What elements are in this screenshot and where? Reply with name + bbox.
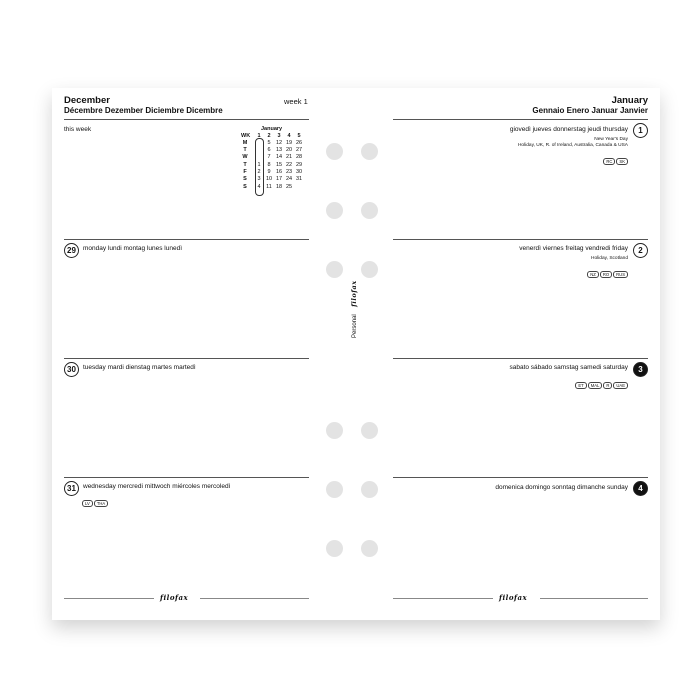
left-day-rule-30	[64, 358, 309, 359]
mini-calendar-date: 16	[275, 169, 283, 175]
spine-label	[343, 258, 358, 338]
mini-calendar-date: 2	[257, 169, 261, 175]
right-footer-logo: filofax	[499, 593, 528, 602]
mini-calendar-date: 4	[257, 183, 261, 190]
right-month-translations: Gennaio Enero Januar Janvier	[532, 106, 648, 115]
left-day-rule-31	[64, 477, 309, 478]
left-footer-rule-a	[64, 598, 154, 599]
right-header-rule	[393, 119, 648, 120]
mini-calendar-date: 6	[267, 147, 271, 154]
day-name-30: tuesday mardi dienstag martes martedì	[83, 364, 196, 371]
day-name-29: monday lundi montag lunes lunedì	[83, 245, 183, 252]
mini-calendar-date: 12	[275, 139, 283, 146]
country-badge: THA	[94, 500, 108, 507]
mini-calendar-row-label: S	[243, 183, 247, 190]
mini-calendar-date: 11	[266, 183, 272, 190]
punch-hole	[361, 422, 378, 439]
right-day-rule-2	[393, 239, 648, 240]
holiday-note: New Year's Day	[594, 137, 628, 142]
day-number-3: 3	[633, 362, 648, 377]
punch-hole	[326, 481, 343, 498]
mini-calendar-date: 20	[285, 147, 293, 154]
day-number-29: 29	[64, 243, 79, 258]
mini-calendar-week-highlight	[255, 138, 264, 196]
mini-calendar-date: 23	[285, 169, 293, 175]
day-3-country-badges	[574, 374, 628, 392]
mini-calendar-row-label: M	[242, 139, 248, 146]
country-badge: ET	[575, 382, 586, 389]
punch-hole	[326, 261, 343, 278]
mini-calendar-date: 3	[257, 176, 261, 183]
country-badge: SK	[616, 158, 628, 165]
mini-calendar-date: 15	[275, 161, 283, 168]
mini-calendar	[241, 126, 311, 201]
country-badge: RUS	[613, 271, 628, 278]
holiday-note: Holiday, UK, R. of Ireland, Australia, Canada & USA	[517, 143, 628, 148]
day-number-2: 2	[633, 243, 648, 258]
punch-hole	[326, 202, 343, 219]
mini-calendar-row-label: W	[242, 154, 248, 161]
mini-calendar-week-number: 5	[297, 132, 301, 139]
mini-calendar-date: 8	[267, 161, 271, 168]
mini-calendar-date: 25	[285, 183, 293, 190]
country-badge: RO	[600, 271, 612, 278]
country-badge: NZ	[587, 271, 599, 278]
punch-hole	[361, 202, 378, 219]
left-month-translations: Décembre Dezember Diciembre Dicembre	[64, 106, 223, 115]
punch-hole	[326, 143, 343, 160]
mini-calendar-date: 29	[295, 161, 303, 168]
mini-calendar-week-number: 3	[277, 132, 281, 139]
spine-personal: Personal	[352, 314, 358, 338]
punch-hole	[361, 143, 378, 160]
right-footer-rule-a	[393, 598, 493, 599]
left-day-rule-29	[64, 239, 309, 240]
diary-sheet	[52, 88, 660, 620]
mini-calendar-date: 1	[257, 161, 261, 168]
country-badge: MAL	[588, 382, 603, 389]
mini-calendar-row-label: S	[243, 176, 247, 183]
right-day-rule-4	[393, 477, 648, 478]
country-badge: RC	[603, 158, 615, 165]
punch-hole	[326, 540, 343, 557]
left-footer-rule-b	[200, 598, 309, 599]
this-week-label: this week	[64, 126, 92, 133]
mini-calendar-date: 7	[267, 154, 271, 161]
country-badge: R	[603, 382, 612, 389]
mini-calendar-title: January	[261, 126, 283, 132]
day-2-country-badges	[586, 263, 628, 281]
left-footer-logo: filofax	[160, 593, 189, 602]
mini-calendar-date: 14	[275, 154, 283, 161]
country-badge: LV	[82, 500, 93, 507]
mini-calendar-date: 31	[295, 176, 303, 183]
mini-calendar-date: 24	[285, 176, 293, 183]
day-1-country-badges	[602, 150, 628, 168]
mini-calendar-week-number: 2	[267, 132, 271, 139]
mini-calendar-date: 21	[285, 154, 293, 161]
mini-calendar-row-label: T	[243, 147, 247, 154]
week-label: week 1	[284, 97, 308, 106]
mini-calendar-date: 17	[275, 176, 283, 183]
country-badge: UAE	[613, 382, 628, 389]
day-number-30: 30	[64, 362, 79, 377]
day-name-31: wednesday mercredi mittwoch miércoles mercoledì	[83, 483, 231, 490]
mini-calendar-date: 27	[295, 147, 303, 154]
day-number-4: 4	[633, 481, 648, 496]
mini-calendar-date: 9	[267, 169, 271, 175]
day-name-4: domenica domingo sonntag dimanche sunday	[495, 484, 628, 491]
mini-calendar-week-number: 4	[287, 132, 291, 139]
day-number-31: 31	[64, 481, 79, 496]
spine-logo: filofax	[350, 280, 358, 307]
right-footer-rule-b	[540, 598, 648, 599]
punch-hole	[326, 422, 343, 439]
mini-calendar-date: 18	[275, 183, 283, 190]
mini-calendar-week-number: 1	[257, 132, 261, 139]
left-month-title: December	[64, 95, 110, 106]
day-number-1: 1	[633, 123, 648, 138]
mini-calendar-row-label: T	[243, 161, 247, 168]
right-month-title: January	[611, 95, 648, 106]
mini-calendar-date: 30	[295, 169, 303, 175]
day-name-2: venerdì viernes freitag vendredi friday	[519, 245, 628, 252]
mini-calendar-row-label: F	[243, 169, 247, 175]
mini-calendar-row-label: WK	[241, 132, 251, 139]
mini-calendar-date: 22	[285, 161, 293, 168]
right-day-rule-3	[393, 358, 648, 359]
mini-calendar-date: 5	[267, 139, 271, 146]
punch-hole	[361, 261, 378, 278]
left-header-rule	[64, 119, 309, 120]
mini-calendar-date: 26	[295, 139, 303, 146]
mini-calendar-date: 28	[295, 154, 303, 161]
day-name-3: sabato sábado samstag samedi saturday	[509, 364, 628, 371]
mini-calendar-date: 10	[265, 176, 273, 183]
punch-hole	[361, 540, 378, 557]
day-31-country-badges	[81, 492, 108, 510]
mini-calendar-date: 19	[285, 139, 293, 146]
mini-calendar-date: 13	[275, 147, 283, 154]
day-name-1: giovedì jueves donnerstag jeudi thursday	[509, 126, 628, 133]
punch-hole	[361, 481, 378, 498]
holiday-note: Holiday, Scotland	[591, 256, 628, 261]
